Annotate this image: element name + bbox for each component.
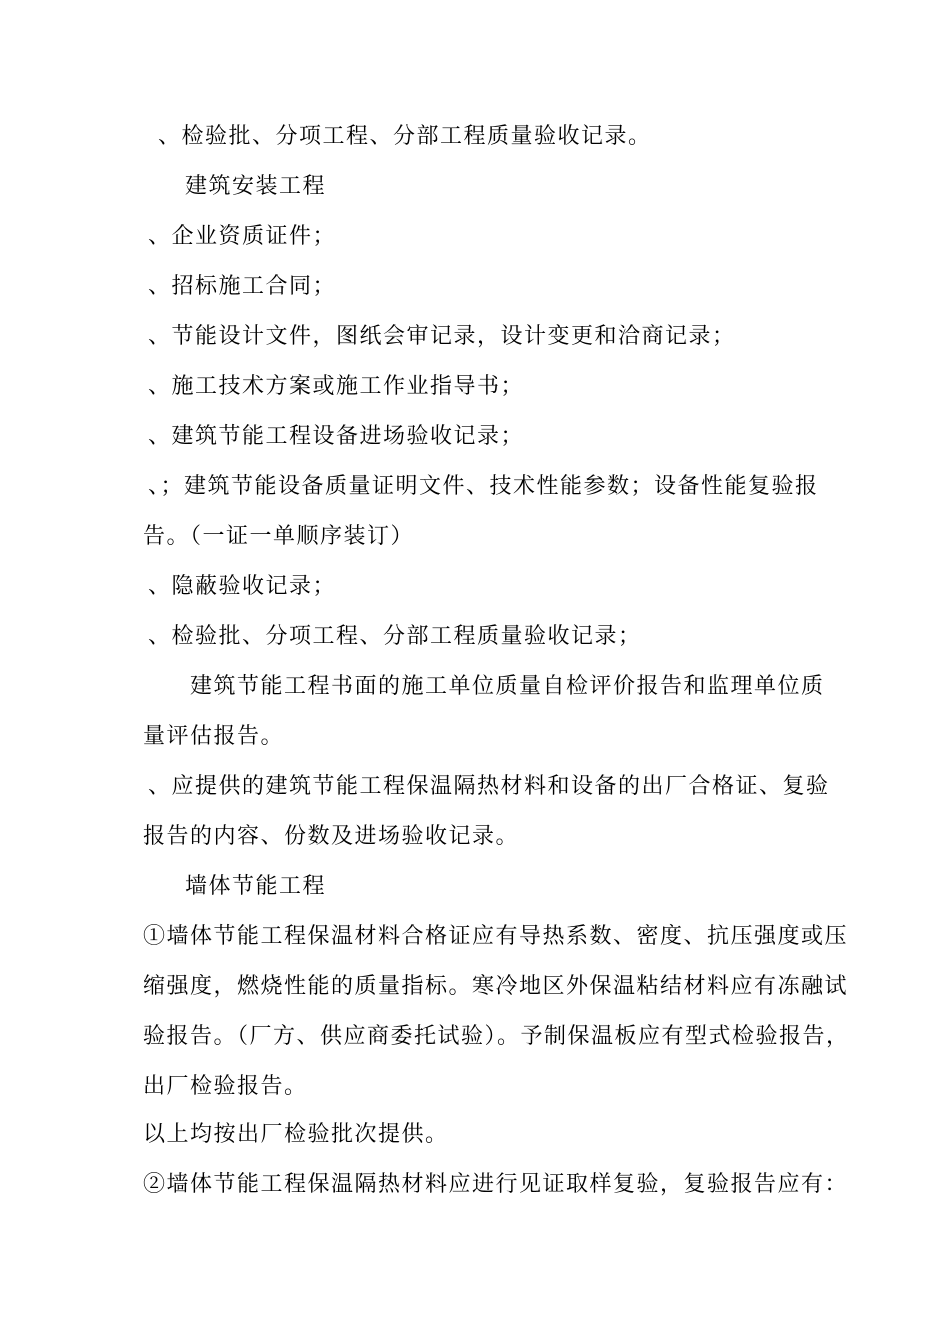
paragraph-line: 以上均按出厂检验批次提供。 <box>143 1122 449 1147</box>
list-item: 、隐蔽验收记录； <box>148 574 337 599</box>
paragraph-line: 验报告。（厂方、供应商委托试验）。予制保温板应有型式检验报告， <box>143 1024 850 1049</box>
list-item: 、节能设计文件，图纸会审记录，设计变更和洽商记录； <box>148 324 736 349</box>
paragraph-line: ②墙体节能工程保温隔热材料应进行见证取样复验，复验报告应有： <box>143 1172 849 1197</box>
paragraph-line: 缩强度，燃烧性能的质量指标。寒冷地区外保温粘结材料应有冻融试 <box>143 974 849 999</box>
list-item: 、企业资质证件； <box>148 224 337 249</box>
list-item: 、招标施工合同； <box>148 274 337 299</box>
text-line: 报告的内容、份数及进场验收记录。 <box>143 824 520 849</box>
paragraph-line: 出厂检验报告。 <box>143 1074 308 1099</box>
text-line: 、检验批、分项工程、分部工程质量验收记录。 <box>158 124 652 149</box>
list-item: 、应提供的建筑节能工程保温隔热材料和设备的出厂合格证、复验 <box>148 774 830 799</box>
text-line: 告。（一证一单顺序装订） <box>143 524 415 549</box>
paragraph-line: ①墙体节能工程保温材料合格证应有导热系数、密度、抗压强度或压 <box>143 924 849 949</box>
paragraph-line: 建筑节能工程书面的施工单位质量自检评价报告和监理单位质 <box>190 674 825 699</box>
list-item: 、施工技术方案或施工作业指导书； <box>148 374 525 399</box>
section-heading: 墙体节能工程 <box>185 874 327 899</box>
section-heading: 建筑安装工程 <box>185 174 327 199</box>
list-item: 、建筑节能工程设备进场验收记录； <box>148 424 525 449</box>
paragraph-line: 量评估报告。 <box>143 724 285 749</box>
list-item: 、；建筑节能设备质量证明文件、技术性能参数；设备性能复验报 <box>148 474 819 499</box>
list-item: 、检验批、分项工程、分部工程质量验收记录； <box>148 624 642 649</box>
